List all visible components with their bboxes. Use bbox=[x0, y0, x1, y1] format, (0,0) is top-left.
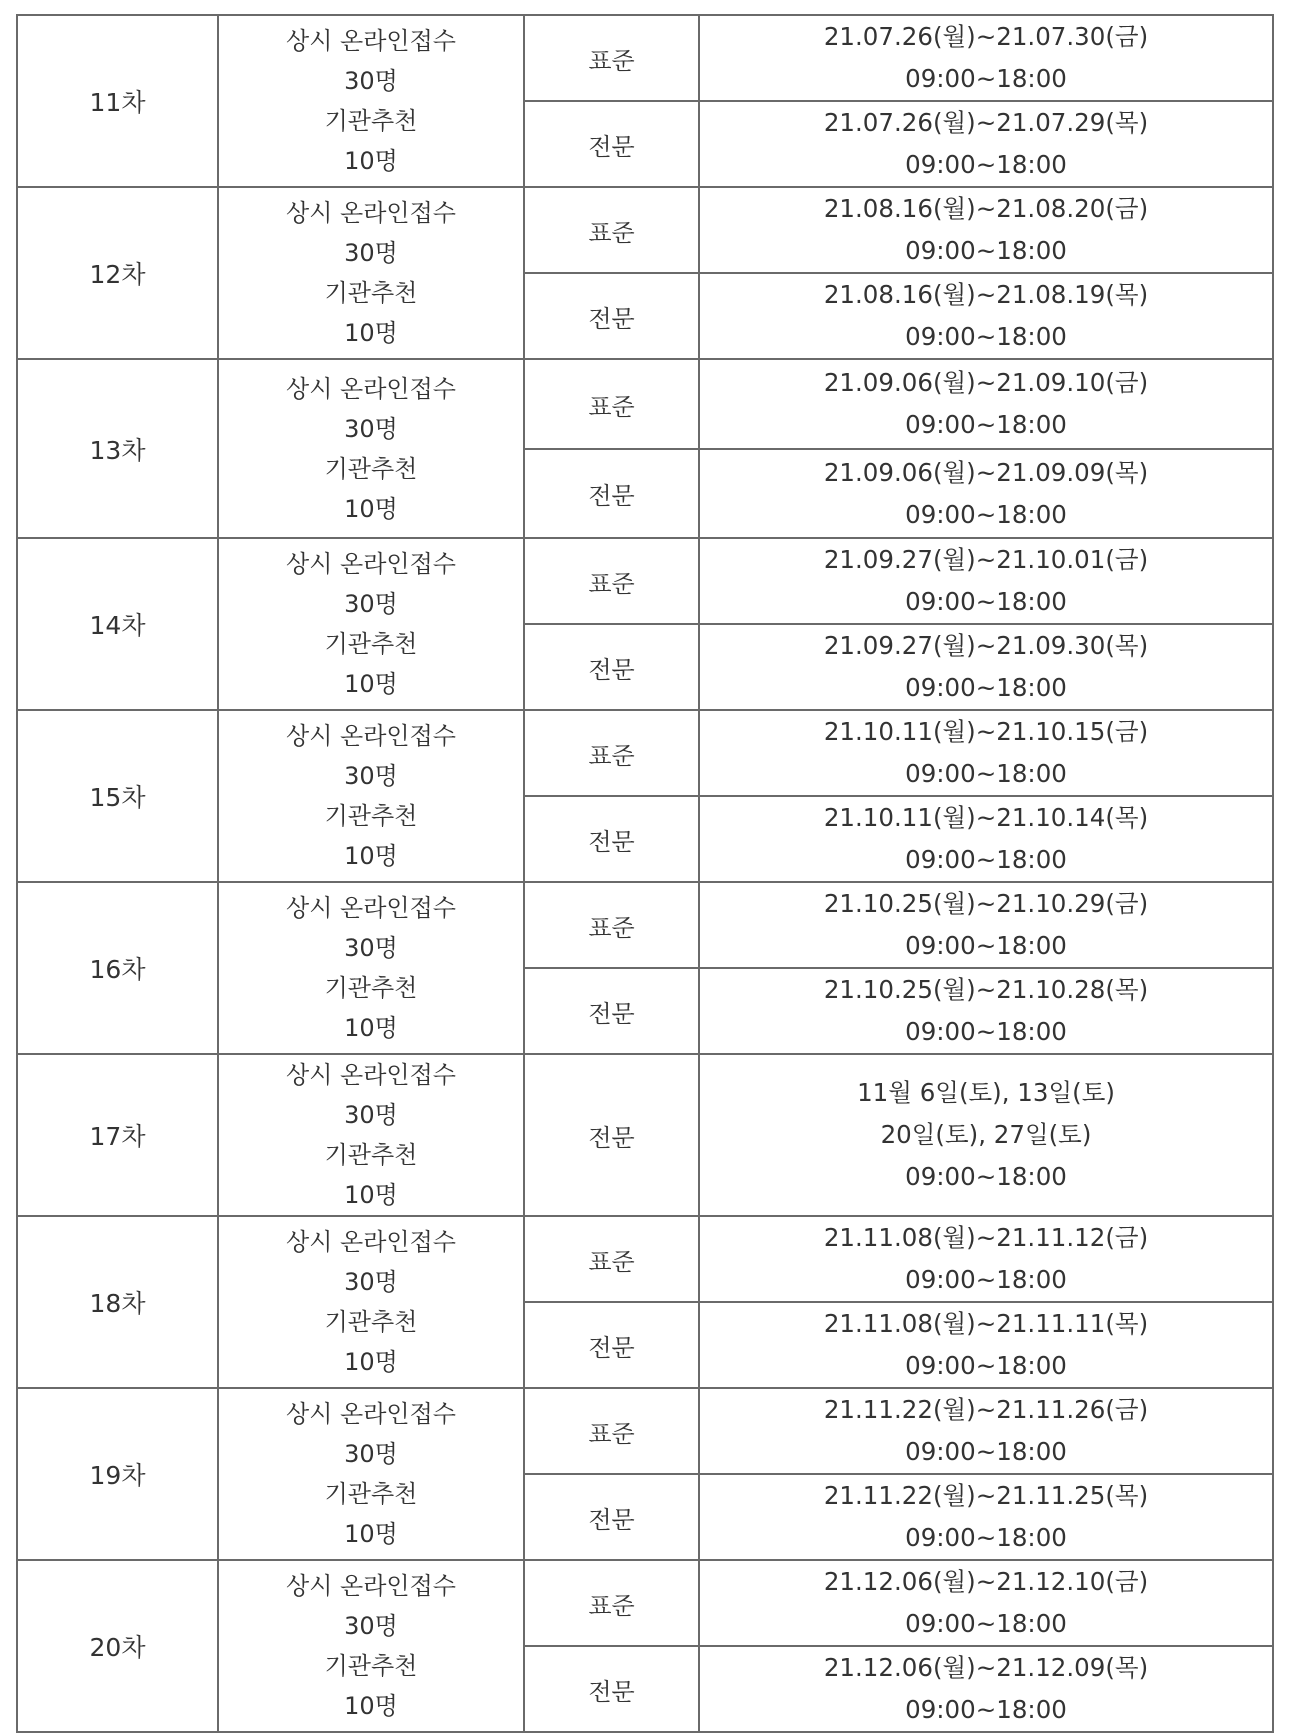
period-line: 09:00~18:00 bbox=[905, 1351, 1067, 1380]
period-cell bbox=[699, 1388, 1273, 1474]
period-line: 09:00~18:00 bbox=[905, 322, 1067, 351]
recruit-line: 기관추천 bbox=[324, 1652, 418, 1680]
recruit-line: 기관추천 bbox=[324, 279, 418, 307]
track-cell: 표준 bbox=[524, 359, 699, 449]
period-line: 20일(토), 27일(토) bbox=[880, 1120, 1092, 1149]
recruit-line: 10명 bbox=[344, 1520, 398, 1548]
recruit-line: 상시 온라인접수 bbox=[286, 374, 456, 403]
track-cell: 전문 bbox=[524, 273, 699, 359]
period-line: 21.11.22(월)~21.11.26(금) bbox=[823, 1395, 1149, 1424]
period-cell bbox=[699, 1216, 1273, 1302]
recruit-line: 30명 bbox=[344, 934, 398, 962]
period-line: 21.12.06(월)~21.12.09(목) bbox=[823, 1653, 1149, 1682]
track-cell: 전문 bbox=[524, 968, 699, 1054]
period-line: 09:00~18:00 bbox=[905, 1609, 1067, 1638]
recruit-line: 30명 bbox=[344, 1612, 398, 1640]
period-cell bbox=[699, 1054, 1273, 1216]
period-line: 09:00~18:00 bbox=[905, 1695, 1067, 1724]
recruit-cell bbox=[218, 15, 524, 187]
period-line: 21.08.16(월)~21.08.19(목) bbox=[823, 280, 1149, 309]
recruit-line: 30명 bbox=[344, 1440, 398, 1468]
recruit-line: 상시 온라인접수 bbox=[286, 1400, 456, 1428]
recruit-line: 기관추천 bbox=[324, 1141, 418, 1169]
period-line: 21.07.26(월)~21.07.30(금) bbox=[823, 22, 1149, 51]
period-cell bbox=[699, 1474, 1273, 1560]
track-cell: 표준 bbox=[524, 882, 699, 968]
period-cell bbox=[699, 710, 1273, 796]
recruit-line: 기관추천 bbox=[324, 1308, 418, 1336]
track-cell: 전문 bbox=[524, 1646, 699, 1732]
table-row bbox=[17, 1054, 1273, 1216]
round-cell: 15차 bbox=[17, 710, 218, 882]
table-row bbox=[17, 15, 1273, 101]
recruit-line: 상시 온라인접수 bbox=[286, 894, 456, 922]
period-cell bbox=[699, 624, 1273, 710]
track-cell: 표준 bbox=[524, 1560, 699, 1646]
period-line: 21.12.06(월)~21.12.10(금) bbox=[823, 1567, 1149, 1596]
round-cell: 17차 bbox=[17, 1054, 218, 1216]
recruit-cell bbox=[218, 538, 524, 710]
period-line: 21.09.06(월)~21.09.09(목) bbox=[823, 457, 1149, 487]
recruit-line: 상시 온라인접수 bbox=[286, 1061, 456, 1089]
recruit-line: 10명 bbox=[344, 1181, 398, 1209]
recruit-cell bbox=[218, 1054, 524, 1216]
recruit-line: 상시 온라인접수 bbox=[286, 550, 456, 578]
schedule-table bbox=[16, 14, 1274, 1733]
period-line: 09:00~18:00 bbox=[905, 845, 1067, 874]
table-row bbox=[17, 187, 1273, 273]
recruit-cell bbox=[218, 1388, 524, 1560]
recruit-line: 상시 온라인접수 bbox=[286, 27, 456, 55]
round-cell: 16차 bbox=[17, 882, 218, 1054]
period-cell bbox=[699, 187, 1273, 273]
period-cell bbox=[699, 796, 1273, 882]
period-cell bbox=[699, 1302, 1273, 1388]
recruit-line: 30명 bbox=[344, 414, 398, 443]
recruit-line: 10명 bbox=[344, 494, 398, 523]
period-line: 21.11.08(월)~21.11.11(목) bbox=[823, 1309, 1149, 1338]
recruit-cell bbox=[218, 1216, 524, 1388]
recruit-line: 30명 bbox=[344, 590, 398, 618]
round-cell: 18차 bbox=[17, 1216, 218, 1388]
period-line: 09:00~18:00 bbox=[905, 64, 1067, 93]
period-line: 21.09.27(월)~21.10.01(금) bbox=[823, 545, 1149, 574]
track-cell: 표준 bbox=[524, 1388, 699, 1474]
recruit-line: 30명 bbox=[344, 1268, 398, 1296]
period-cell bbox=[699, 882, 1273, 968]
recruit-line: 기관추천 bbox=[324, 630, 418, 658]
recruit-line: 10명 bbox=[344, 1692, 398, 1720]
period-line: 09:00~18:00 bbox=[905, 1162, 1067, 1191]
period-line: 21.10.11(월)~21.10.14(목) bbox=[823, 803, 1149, 832]
track-cell: 표준 bbox=[524, 538, 699, 624]
table-row bbox=[17, 882, 1273, 968]
period-line: 21.10.11(월)~21.10.15(금) bbox=[823, 717, 1149, 746]
round-cell: 11차 bbox=[17, 15, 218, 187]
schedule-table-body bbox=[17, 15, 1273, 1732]
table-row bbox=[17, 1388, 1273, 1474]
period-line: 09:00~18:00 bbox=[905, 1437, 1067, 1466]
recruit-cell bbox=[218, 1560, 524, 1732]
period-cell bbox=[699, 359, 1273, 449]
table-row bbox=[17, 710, 1273, 796]
period-cell bbox=[699, 15, 1273, 101]
recruit-line: 10명 bbox=[344, 147, 398, 175]
track-cell: 전문 bbox=[524, 1302, 699, 1388]
period-line: 09:00~18:00 bbox=[905, 673, 1067, 702]
recruit-cell bbox=[218, 187, 524, 359]
recruit-line: 10명 bbox=[344, 842, 398, 870]
table-row bbox=[17, 359, 1273, 449]
round-cell: 20차 bbox=[17, 1560, 218, 1732]
track-cell: 표준 bbox=[524, 710, 699, 796]
period-cell bbox=[699, 1560, 1273, 1646]
recruit-line: 10명 bbox=[344, 670, 398, 698]
period-cell bbox=[699, 538, 1273, 624]
period-line: 11월 6일(토), 13일(토) bbox=[857, 1078, 1115, 1107]
track-cell: 표준 bbox=[524, 15, 699, 101]
period-cell bbox=[699, 273, 1273, 359]
period-line: 09:00~18:00 bbox=[905, 236, 1067, 265]
track-cell: 전문 bbox=[524, 624, 699, 710]
recruit-cell bbox=[218, 882, 524, 1054]
period-line: 09:00~18:00 bbox=[905, 410, 1067, 439]
recruit-line: 상시 온라인접수 bbox=[286, 199, 456, 227]
period-cell bbox=[699, 449, 1273, 538]
recruit-line: 기관추천 bbox=[324, 802, 418, 830]
round-cell: 19차 bbox=[17, 1388, 218, 1560]
track-cell: 전문 bbox=[524, 1474, 699, 1560]
period-line: 21.09.06(월)~21.09.10(금) bbox=[823, 368, 1149, 397]
round-cell: 14차 bbox=[17, 538, 218, 710]
period-line: 09:00~18:00 bbox=[905, 1017, 1067, 1046]
recruit-line: 30명 bbox=[344, 239, 398, 267]
track-cell: 전문 bbox=[524, 101, 699, 187]
period-line: 21.10.25(월)~21.10.29(금) bbox=[823, 889, 1149, 918]
recruit-line: 상시 온라인접수 bbox=[286, 1228, 456, 1256]
track-cell: 전문 bbox=[524, 796, 699, 882]
period-line: 09:00~18:00 bbox=[905, 931, 1067, 960]
recruit-line: 기관추천 bbox=[324, 1480, 418, 1508]
recruit-line: 기관추천 bbox=[324, 107, 418, 135]
period-line: 09:00~18:00 bbox=[905, 150, 1067, 179]
recruit-cell bbox=[218, 359, 524, 538]
recruit-line: 기관추천 bbox=[324, 454, 418, 483]
period-line: 09:00~18:00 bbox=[905, 759, 1067, 788]
period-line: 21.08.16(월)~21.08.20(금) bbox=[823, 194, 1149, 223]
round-cell: 13차 bbox=[17, 359, 218, 538]
period-cell bbox=[699, 101, 1273, 187]
period-line: 09:00~18:00 bbox=[905, 587, 1067, 616]
recruit-line: 30명 bbox=[344, 67, 398, 95]
table-row bbox=[17, 1560, 1273, 1646]
period-line: 09:00~18:00 bbox=[905, 1523, 1067, 1552]
period-line: 21.10.25(월)~21.10.28(목) bbox=[823, 975, 1149, 1004]
recruit-line: 기관추천 bbox=[324, 974, 418, 1002]
period-line: 21.11.08(월)~21.11.12(금) bbox=[823, 1223, 1149, 1252]
track-cell: 표준 bbox=[524, 1216, 699, 1302]
recruit-line: 30명 bbox=[344, 1101, 398, 1129]
table-row bbox=[17, 1216, 1273, 1302]
recruit-line: 10명 bbox=[344, 1014, 398, 1042]
period-line: 21.11.22(월)~21.11.25(목) bbox=[823, 1481, 1149, 1510]
period-line: 21.09.27(월)~21.09.30(목) bbox=[823, 631, 1149, 660]
table-row bbox=[17, 538, 1273, 624]
period-line: 09:00~18:00 bbox=[905, 1265, 1067, 1294]
period-cell bbox=[699, 968, 1273, 1054]
track-cell: 표준 bbox=[524, 187, 699, 273]
period-line: 21.07.26(월)~21.07.29(목) bbox=[823, 108, 1149, 137]
round-cell: 12차 bbox=[17, 187, 218, 359]
recruit-line: 상시 온라인접수 bbox=[286, 1572, 456, 1600]
period-cell bbox=[699, 1646, 1273, 1732]
recruit-line: 30명 bbox=[344, 762, 398, 790]
recruit-cell bbox=[218, 710, 524, 882]
recruit-line: 10명 bbox=[344, 319, 398, 347]
track-cell: 전문 bbox=[524, 1054, 699, 1216]
period-line: 09:00~18:00 bbox=[905, 499, 1067, 529]
recruit-line: 10명 bbox=[344, 1348, 398, 1376]
track-cell: 전문 bbox=[524, 449, 699, 538]
recruit-line: 상시 온라인접수 bbox=[286, 722, 456, 750]
